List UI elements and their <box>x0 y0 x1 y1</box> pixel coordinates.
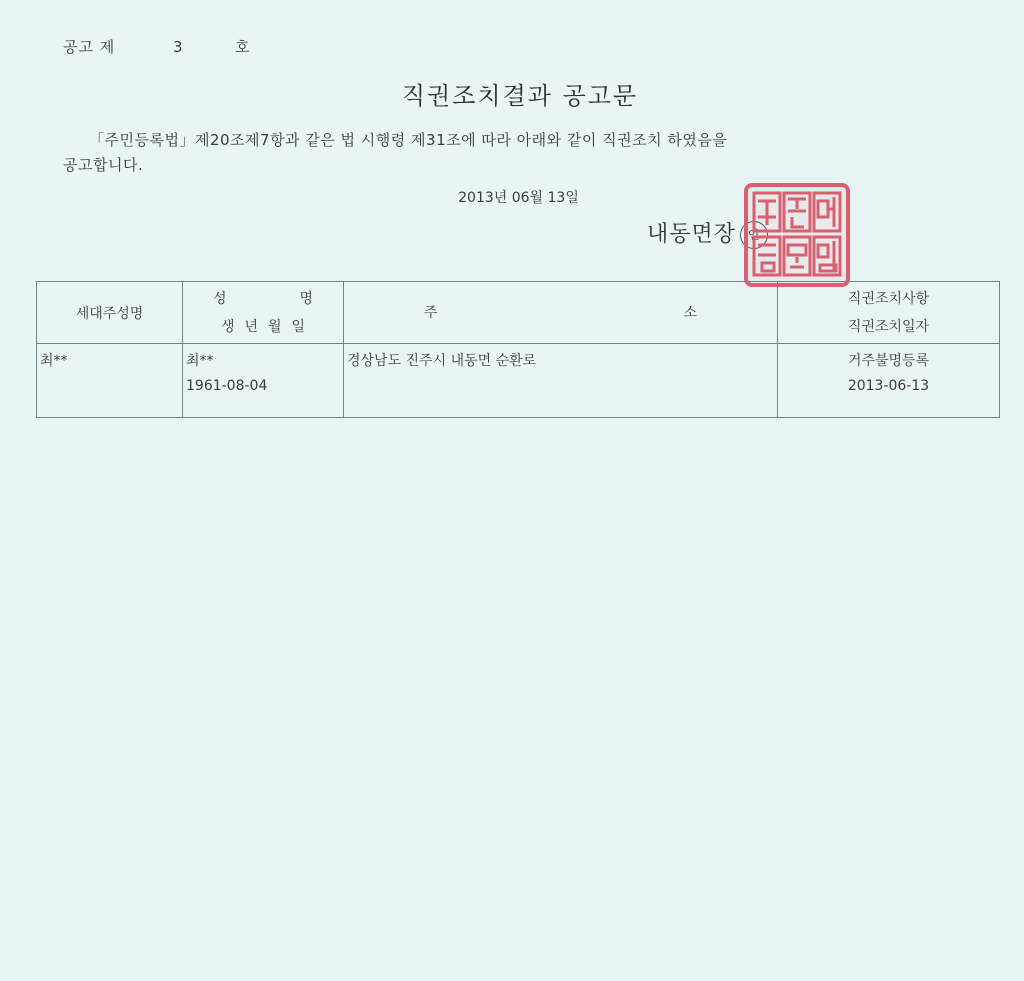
table-row <box>37 344 1000 418</box>
table-header-row <box>37 282 1000 344</box>
action-result-table <box>36 281 1000 418</box>
cell-address: 경상남도 진주시 내동면 순환로 <box>344 344 778 418</box>
notice-prefix: 공고 제 <box>63 38 116 56</box>
official-seal-glyphs <box>748 187 846 283</box>
col-name-birth: 성 명 생 년 월 일 <box>183 282 344 344</box>
cell-action: 거주불명등록 2013-06-13 <box>778 344 1000 418</box>
col-householder: 세대주성명 <box>37 282 183 344</box>
notice-suffix: 호 <box>235 38 251 56</box>
signer-title: 내동면장 <box>647 222 737 247</box>
col-action: 직권조치사항 직권조치일자 <box>778 282 1000 344</box>
notice-body-line2: 공고합니다. <box>63 156 144 174</box>
official-seal-stamp <box>744 183 850 287</box>
cell-householder: 최** <box>37 344 183 418</box>
document-title: 직권조치결과 공고문 <box>401 82 639 110</box>
seal-mark: 인 <box>740 221 768 249</box>
notice-date: 2013년 06월 13일 <box>458 190 579 206</box>
notice-number-value: 3 <box>173 38 184 56</box>
notice-number <box>63 36 251 57</box>
notice-body <box>63 128 943 178</box>
notice-body-line1: 「주민등록법」제20조제7항과 같은 법 시행령 제31조에 따라 아래와 같이 직권조치 하였음을 <box>89 131 728 149</box>
col-address: 주 소 <box>344 282 778 344</box>
cell-name-birth: 최** 1961-08-04 <box>183 344 344 418</box>
